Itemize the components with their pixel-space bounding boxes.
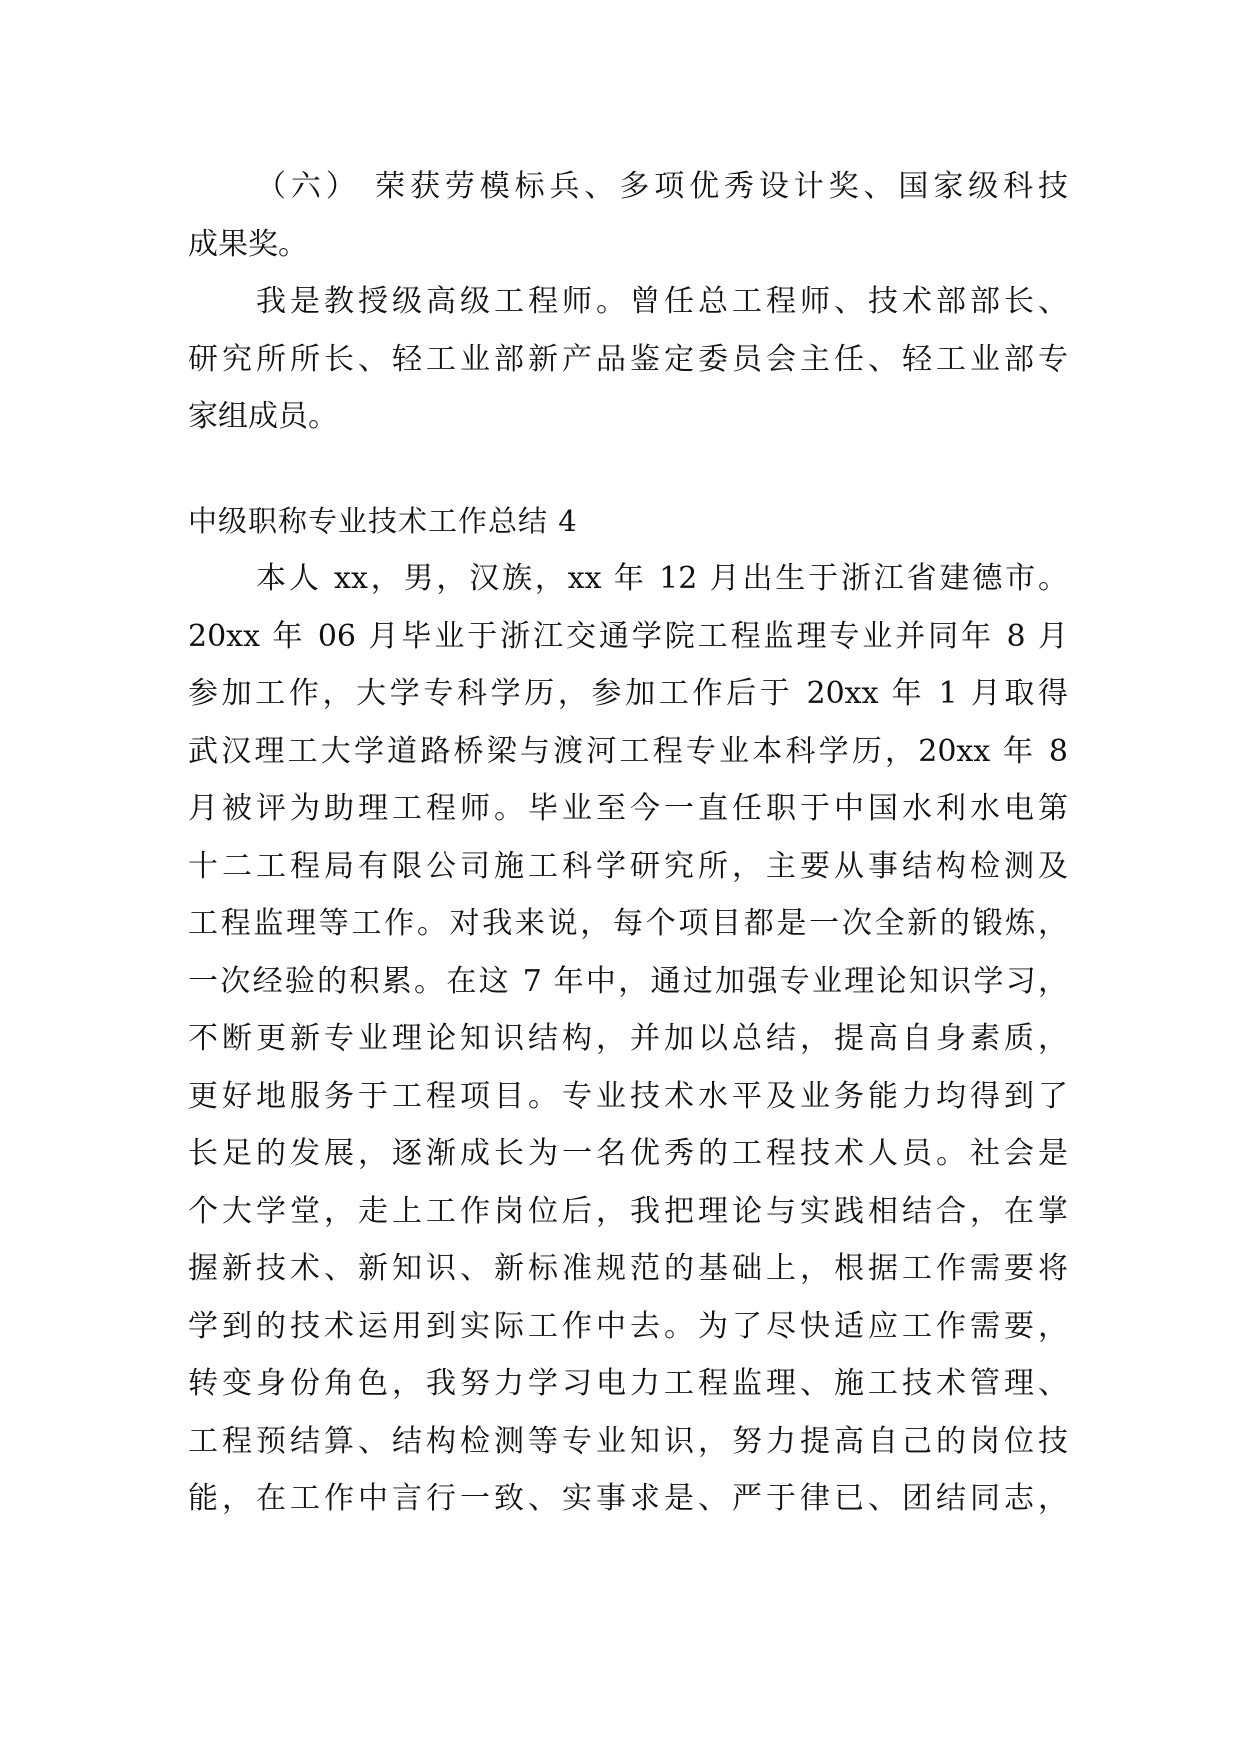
paragraph-line: 工程监理等工作。对我来说，每个项目都是一次全新的锻炼， (188, 906, 1068, 941)
paragraph-line: 能，在工作中言行一致、实事求是、严于律已、团结同志， (188, 1481, 1068, 1516)
paragraph-line: 长足的发展，逐渐成长为一名优秀的工程技术人员。社会是 (188, 1136, 1068, 1171)
paragraph-line: 本人 xx，男，汉族，xx 年 12 月出生于浙江省建德市。 (256, 561, 1068, 596)
paragraph-line: 转变身份角色，我努力学习电力工程监理、施工技术管理、 (188, 1366, 1068, 1401)
paragraph-line: 武汉理工大学道路桥梁与渡河工程专业本科学历，20xx 年 8 (188, 733, 1068, 769)
paragraph-line: （六） 荣获劳模标兵、多项优秀设计奖、国家级科技 (256, 169, 1068, 204)
paragraph-line: 不断更新专业理论知识结构，并加以总结，提高自身素质， (188, 1021, 1068, 1056)
section-gap (188, 446, 1068, 493)
paragraph-line: 我是教授级高级工程师。曾任总工程师、技术部部长、 (256, 284, 1068, 319)
paragraph-line: 握新技术、新知识、新标准规范的基础上，根据工作需要将 (188, 1251, 1068, 1286)
paragraph-line: 研究所所长、轻工业部新产品鉴定委员会主任、轻工业部专 (188, 341, 1068, 377)
paragraph-line: 学到的技术运用到实际工作中去。为了尽快适应工作需要， (188, 1308, 1068, 1344)
paragraph-line: 一次经验的积累。在这 7 年中，通过加强专业理论知识学习， (188, 963, 1068, 999)
paragraph-line: 工程预结算、结构检测等专业知识，努力提高自己的岗位技 (188, 1423, 1068, 1459)
paragraph-line: 20xx 年 06 月毕业于浙江交通学院工程监理专业并同年 8 月 (188, 618, 1068, 654)
section-title: 中级职称专业技术工作总结 4 (188, 503, 578, 538)
paragraph-line: 成果奖。 (188, 226, 308, 262)
paragraph-line: 十二工程局有限公司施工科学研究所，主要从事结构检测及 (188, 848, 1068, 884)
document-page (188, 158, 1068, 1528)
paragraph-line: 月被评为助理工程师。毕业至今一直任职于中国水利水电第 (188, 791, 1068, 826)
paragraph-line: 更好地服务于工程项目。专业技术水平及业务能力均得到了 (188, 1078, 1068, 1114)
paragraph-line: 家组成员。 (188, 399, 338, 434)
intro-paragraph (188, 273, 1068, 446)
paragraph-line: 个大学堂，走上工作岗位后，我把理论与实践相结合，在掌 (188, 1193, 1068, 1229)
summary-paragraph (188, 550, 1068, 1528)
paragraph-line: 参加工作，大学专科学历，参加工作后于 20xx 年 1 月取得 (188, 676, 1068, 711)
section-six-paragraph (188, 158, 1068, 273)
